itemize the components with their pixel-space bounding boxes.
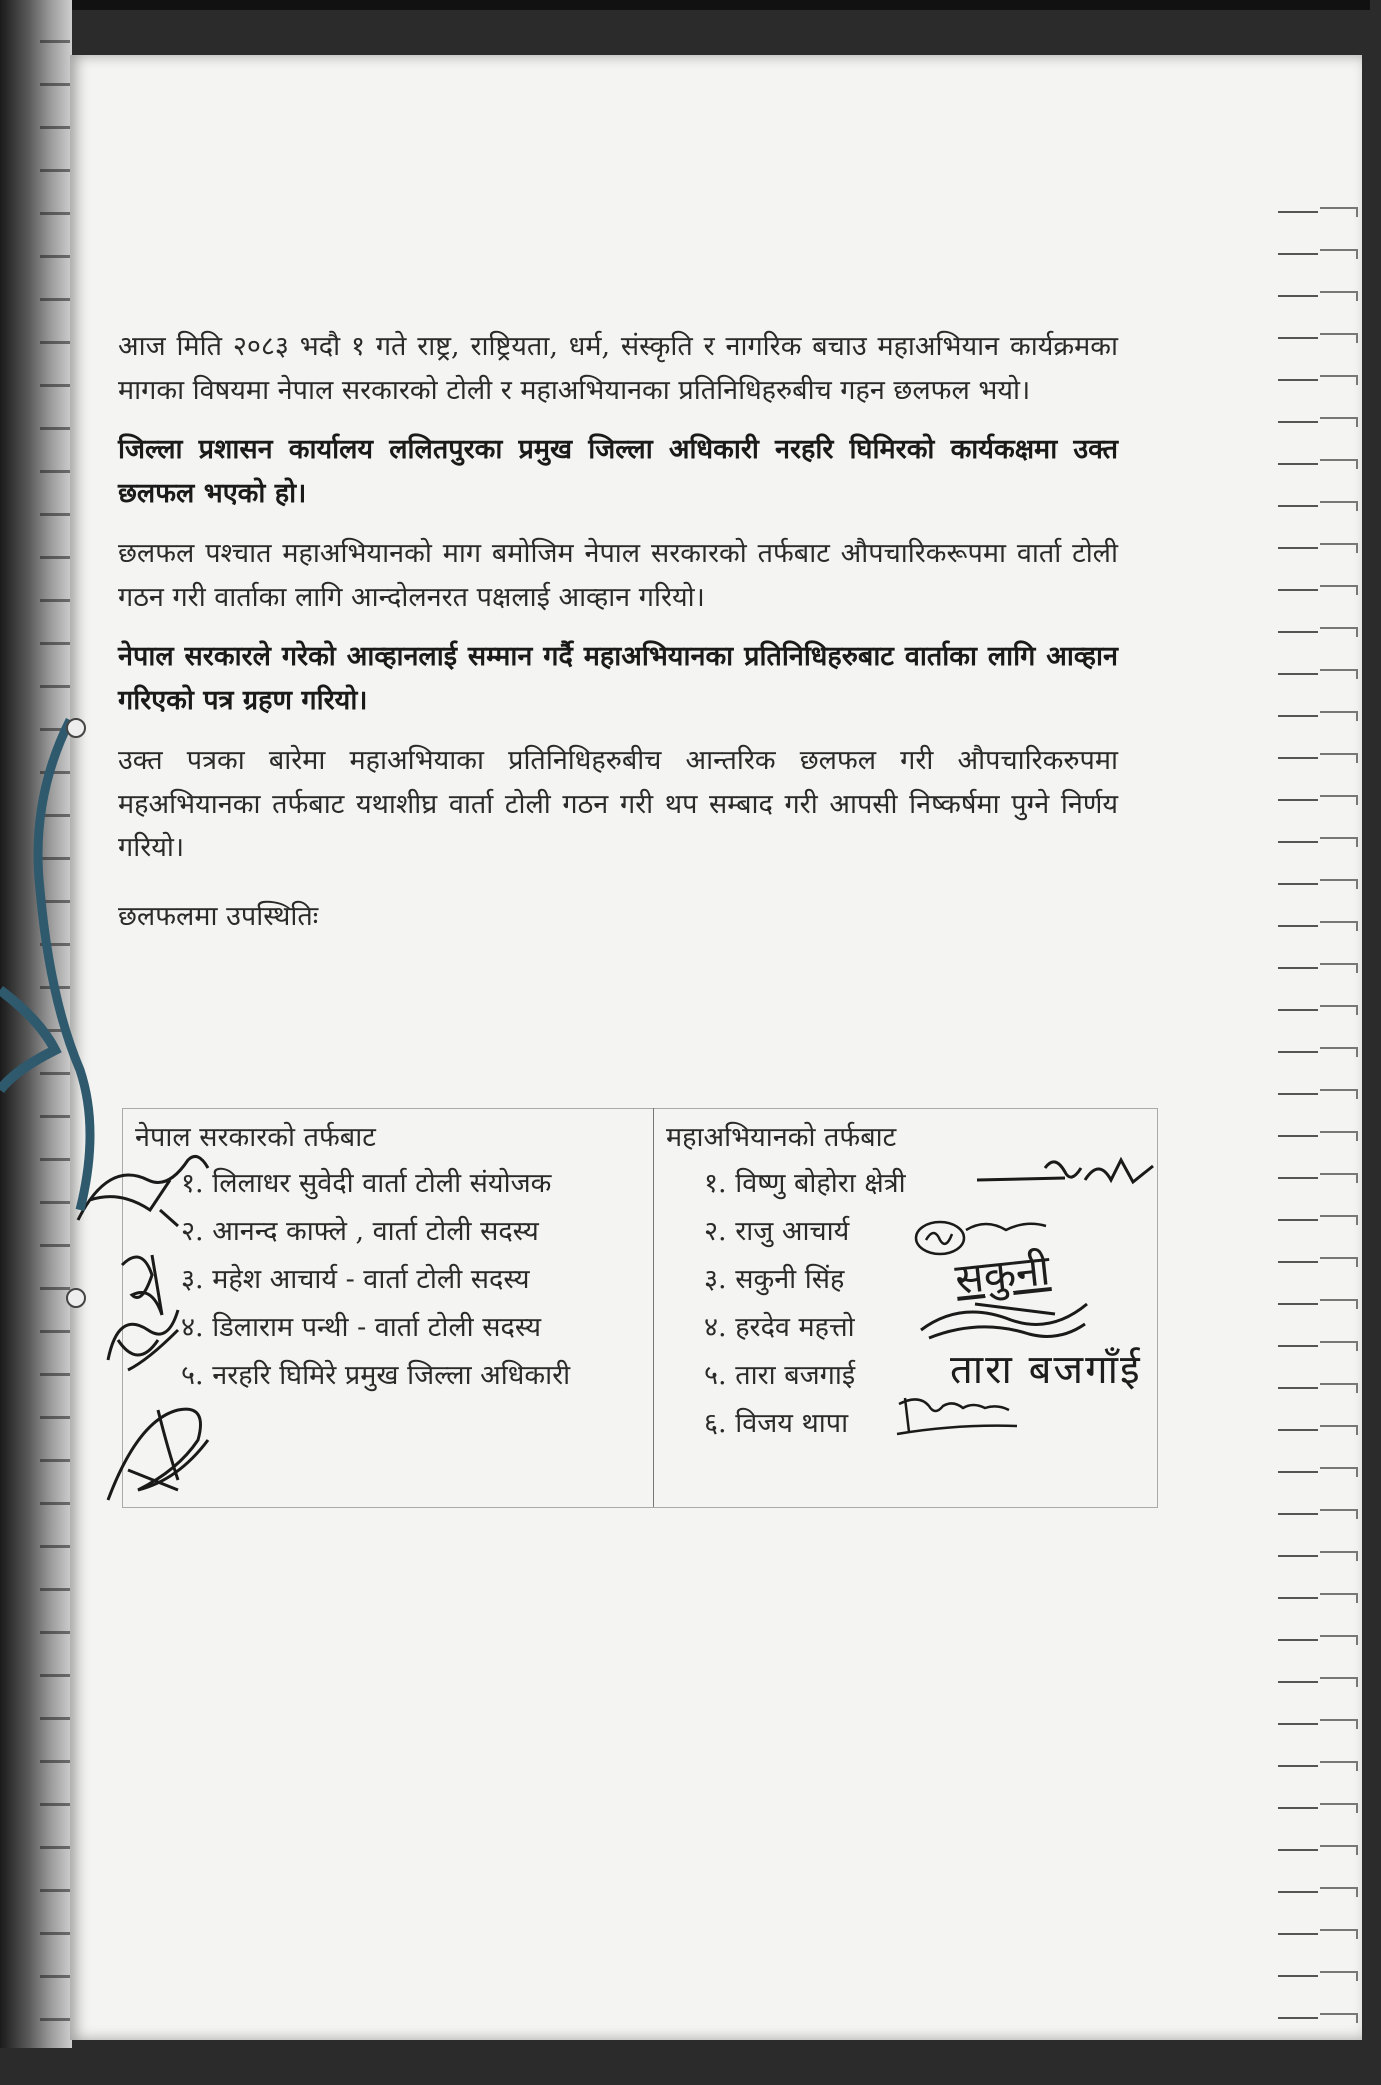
campaign-heading: महाअभियानको तर्फबाट — [666, 1122, 897, 1153]
spiral-ring — [1278, 1339, 1358, 1351]
paragraph-4: नेपाल सरकारले गरेको आव्हानलाई सम्मान गर्दै महाअभियानका प्रतिनिधिहरुबाट वार्ताका लागि आव्हान गरिएको पत्र ग्रहण गरियो। — [118, 641, 1118, 717]
spiral-ring — [1278, 1045, 1358, 1057]
spiral-ring — [1278, 1255, 1358, 1267]
spiral-ring — [1278, 1171, 1358, 1183]
campaign-member: ३. सकुनी सिंह — [704, 1264, 845, 1296]
spiral-ring — [1278, 1843, 1358, 1855]
spiral-ring — [1278, 1969, 1358, 1981]
campaign-member: २. राजु आचार्य — [704, 1216, 850, 1248]
campaign-member: १. विष्णु बोहोरा क्षेत्री — [704, 1168, 906, 1199]
spiral-ring — [1278, 1759, 1358, 1771]
spiral-ring — [1278, 373, 1358, 385]
spiral-ring — [1278, 835, 1358, 847]
spiral-ring — [1278, 1633, 1358, 1645]
campaign-member: ५. तारा बजगाई — [704, 1360, 856, 1392]
spiral-ring — [1278, 1087, 1358, 1099]
spiral-ring — [1278, 1549, 1358, 1561]
spiral-ring — [1278, 1507, 1358, 1519]
spiral-ring — [1278, 1801, 1358, 1813]
spiral-ring — [1278, 1885, 1358, 1897]
signature-sakuni: सकुनी — [952, 1245, 1053, 1304]
paragraph-5: उक्त पत्रका बारेमा महाअभियाका प्रतिनिधिहरुबीच आन्तरिक छलफल गरी औपचारिकरुपमा महअभियानका तर्फबाट यथाशीघ्र वार्ता टोली गठन गरी थप सम्बाद गरी आपसी निष्कर्षमा पुग्ने निर्णय गरियो। — [118, 744, 1118, 864]
government-heading: नेपाल सरकारको तर्फबाट — [135, 1122, 376, 1153]
spiral-ring — [1278, 1591, 1358, 1603]
spiral-ring — [1278, 1129, 1358, 1141]
spiral-ring — [1278, 205, 1358, 217]
spiral-ring — [1278, 1717, 1358, 1729]
spiral-ring — [1278, 289, 1358, 301]
spiral-ring — [1278, 961, 1358, 973]
spiral-ring — [1278, 709, 1358, 721]
spiral-ring — [1278, 1003, 1358, 1015]
government-member: ४. डिलाराम पन्थी - वार्ता टोली सदस्य — [181, 1312, 541, 1344]
spiral-ring — [1278, 499, 1358, 511]
spiral-ring — [1278, 625, 1358, 637]
spiral-ring — [1278, 541, 1358, 553]
spiral-ring — [1278, 1465, 1358, 1477]
spiral-ring — [1278, 1213, 1358, 1225]
signature-raju — [910, 1210, 1070, 1260]
spiral-ring — [1278, 415, 1358, 427]
signature-tara: तारा बजगाँई — [950, 1347, 1142, 1393]
spiral-rings — [1267, 205, 1362, 2085]
paragraph-3: छलफल पश्चात महाअभियानको माग बमोजिम नेपाल सरकारको तर्फबाट औपचारिकरूपमा वार्ता टोली गठन गरी वार्ताका लागि आन्दोलनरत पक्षलाई आव्हान गरियो। — [118, 537, 1118, 613]
spiral-ring — [1278, 1423, 1358, 1435]
spiral-ring — [1278, 1297, 1358, 1309]
signature-bijay — [895, 1390, 1035, 1440]
spiral-ring — [1278, 667, 1358, 679]
scan-top-edge — [30, 0, 1370, 10]
government-member: १. लिलाधर सुवेदी वार्ता टोली संयोजक — [181, 1168, 552, 1199]
campaign-member: ४. हरदेव महत्तो — [704, 1312, 855, 1344]
campaign-member: ६. विजय थापा — [704, 1408, 849, 1440]
signature-hardev — [915, 1290, 1095, 1350]
spiral-ring — [1278, 247, 1358, 259]
paragraph-1: आज मिति २०८३ भदौ १ गते राष्ट्र, राष्ट्रियता, धर्म, संस्कृति र नागरिक बचाउ महाअभियान कार्यक्रमका मागका विषयमा नेपाल सरकारको टोली र महाअभियानका प्रतिनिधिहरुबीच गहन छलफल भयो। — [118, 331, 1118, 406]
spiral-ring — [1278, 793, 1358, 805]
spiral-ring — [1278, 1675, 1358, 1687]
signature-narahari — [98, 1390, 228, 1520]
spiral-ring — [1278, 877, 1358, 889]
spiral-ring — [1278, 1927, 1358, 1939]
spiral-ring — [1278, 751, 1358, 763]
binding-string — [0, 0, 120, 1320]
spiral-ring — [1278, 583, 1358, 595]
attendance-heading: छलफलमा उपस्थितिः — [118, 901, 319, 933]
document-body — [118, 325, 1118, 951]
spiral-ring — [1278, 1381, 1358, 1393]
spiral-ring — [1278, 457, 1358, 469]
spiral-ring — [1278, 919, 1358, 931]
paragraph-2: जिल्ला प्रशासन कार्यालय ललितपुरका प्रमुख जिल्ला अधिकारी नरहरि घिमिरको कार्यकक्षमा उक्त छलफल भएको हो। — [118, 434, 1118, 510]
government-member: २. आनन्द काफ्ले , वार्ता टोली सदस्य — [181, 1216, 539, 1248]
signature-bishnu — [975, 1150, 1175, 1200]
government-member: ३. महेश आचार्य - वार्ता टोली सदस्य — [181, 1264, 530, 1296]
spiral-ring — [1278, 2011, 1358, 2023]
spiral-ring — [1278, 331, 1358, 343]
government-member: ५. नरहरि घिमिरे प्रमुख जिल्ला अधिकारी — [181, 1360, 571, 1392]
